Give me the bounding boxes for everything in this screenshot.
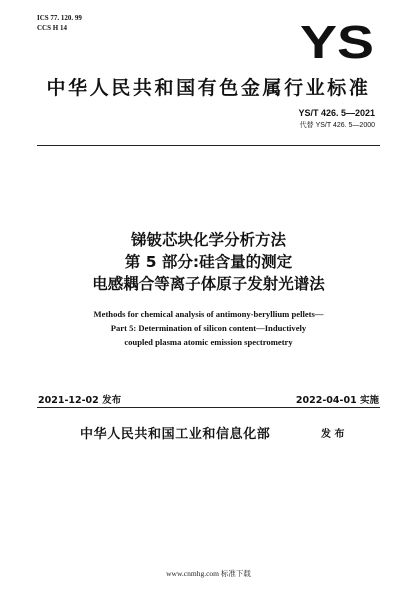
implementation-date: 2022-04-01 实施 xyxy=(295,395,379,406)
top-divider xyxy=(37,145,380,146)
ccs-code: CCS H 14 xyxy=(37,24,67,32)
title-en-line-2: Part 5: Determination of silicon content—Inductively xyxy=(110,323,307,333)
issue-date: 2021-12-02 发布 xyxy=(38,395,122,406)
standard-type-title: 中华人民共和国有色金属行业标准 xyxy=(46,77,371,99)
ys-logo-text: YS xyxy=(300,22,374,62)
issuing-authority: 中华人民共和国工业和信息化部 xyxy=(80,427,271,442)
replaces-standard: 代替 YS/T 426. 5—2000 xyxy=(299,122,375,129)
title-en-line-3: coupled plasma atomic emission spectrometry xyxy=(124,337,293,347)
title-cn-line-3: 电感耦合等离子体原子发射光谱法 xyxy=(92,275,325,293)
ics-code: ICS 77. 120. 99 xyxy=(37,14,82,22)
title-en-line-1: Methods for chemical analysis of antimony-beryllium pellets— xyxy=(93,309,324,319)
title-cn-line-2: 第 5 部分:硅含量的测定 xyxy=(124,253,293,271)
classification-codes xyxy=(37,13,82,33)
title-cn-line-1: 锑铍芯块化学分析方法 xyxy=(130,231,286,249)
ys-logo xyxy=(299,22,375,62)
footer-watermark: www.cnmhg.com 标准下载 xyxy=(166,569,251,578)
bottom-divider xyxy=(37,407,380,408)
standard-number: YS/T 426. 5—2021 xyxy=(298,108,375,118)
issue-word: 发 布 xyxy=(321,429,345,440)
